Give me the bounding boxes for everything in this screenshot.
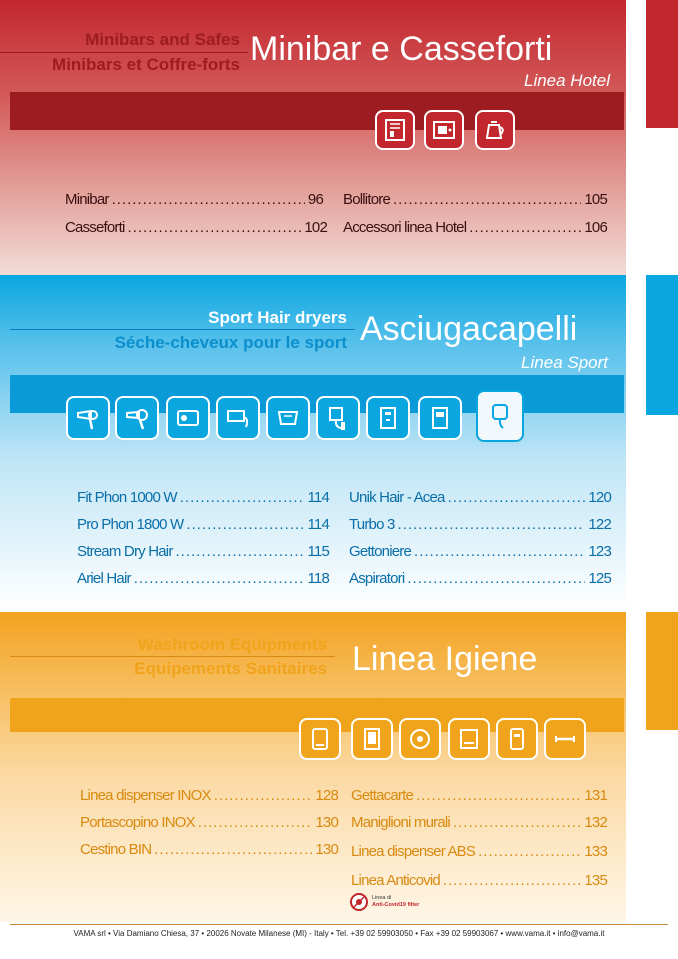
toc-leader (469, 219, 581, 236)
hygiene-title-it: Linea Igiene (352, 640, 538, 678)
hygiene-title-divider (10, 656, 335, 657)
toc-label: Linea dispenser ABS (351, 843, 476, 860)
toc-entry-casseforti[interactable] (65, 219, 327, 239)
toc-entry-ariel-hair[interactable] (77, 570, 329, 590)
toc-entry-aspiratori[interactable] (349, 570, 611, 590)
toc-leader (112, 191, 305, 208)
minibar-icon (375, 110, 415, 150)
hygiene-title-fr: Equipements Sanitaires (134, 659, 327, 678)
hairdryer-line-label: Linea Sport (521, 353, 608, 372)
toc-leader (186, 516, 304, 533)
wall-dryer-hose-icon (216, 396, 260, 440)
virus-icon (350, 893, 368, 911)
toc-label: Bollitore (343, 191, 390, 208)
toc-page: 130 (315, 814, 338, 831)
toc-entry-cestino[interactable] (80, 841, 338, 861)
toc-leader (407, 570, 585, 587)
hairdryer-side-strip (646, 275, 678, 415)
hand-dryer-icon (266, 396, 310, 440)
toc-page: 132 (584, 814, 607, 831)
toc-page: 114 (307, 489, 329, 506)
footer-contact: VAMA srl • Via Damiano Chiesa, 37 • 20026 Novate Milanese (MI) - Italy • Tel. +39 02 59903050 • Fax +39 02 59903067 • www.vama.it • info@vama.it (73, 929, 605, 938)
toc-leader (128, 219, 302, 236)
toc-label: Unik Hair - Acea (349, 489, 445, 506)
toc-label: Accessori linea Hotel (343, 219, 467, 236)
toc-label: Gettoniere (349, 543, 412, 560)
dispenser-abs-icon (496, 718, 538, 760)
toc-entry-minibar[interactable] (65, 191, 323, 211)
coin-box-icon (366, 396, 410, 440)
toc-label: Maniglioni murali (351, 814, 450, 831)
toc-leader (448, 489, 586, 506)
hairdryer-title-fr: Séche-cheveux pour le sport (114, 333, 347, 352)
minibar-title-en: Minibars and Safes (85, 30, 240, 49)
toc-label: Stream Dry Hair (77, 543, 173, 560)
toc-page: 96 (307, 191, 323, 208)
toc-page: 133 (584, 843, 607, 860)
hygiene-side-strip (646, 612, 678, 730)
safe-icon (424, 110, 464, 150)
toc-entry-maniglioni[interactable] (351, 814, 607, 834)
dispenser-icon (299, 718, 341, 760)
minibar-header-band (10, 92, 624, 130)
toc-leader (416, 787, 581, 804)
toc-entry-fit-phon[interactable] (77, 489, 329, 509)
toc-page: 118 (307, 570, 329, 587)
minibar-title-fr: Minibars et Coffre-forts (52, 55, 240, 74)
toc-label: Gettacarte (351, 787, 414, 804)
toc-entry-pro-phon[interactable] (77, 516, 329, 536)
toc-entry-portascopino[interactable] (80, 814, 338, 834)
minibar-side-strip (646, 0, 678, 128)
toc-leader (214, 787, 313, 804)
toc-page: 114 (307, 516, 329, 533)
toc-label: Turbo 3 (349, 516, 395, 533)
wall-dryer-icon (166, 396, 210, 440)
grab-bar-icon (544, 718, 586, 760)
toc-label: Cestino BIN (80, 841, 152, 858)
toc-leader (398, 516, 586, 533)
toc-entry-dispenser-abs[interactable] (351, 843, 607, 863)
toc-leader (180, 489, 305, 506)
toc-leader (134, 570, 305, 587)
toc-page: 135 (584, 872, 607, 889)
toc-page: 105 (584, 191, 607, 208)
toc-entry-bollitore[interactable] (343, 191, 607, 211)
hairdryer-title-en: Sport Hair dryers (208, 308, 347, 327)
minibar-line-label: Linea Hotel (523, 71, 610, 90)
hairdryer-title-divider (10, 329, 355, 330)
toc-label: Pro Phon 1800 W (77, 516, 184, 533)
toc-leader (198, 814, 313, 831)
badge-text (372, 895, 419, 909)
toc-label: Casseforti (65, 219, 125, 236)
toc-entry-accessori[interactable] (343, 219, 607, 239)
anticovid-badge (350, 893, 419, 911)
toc-leader (453, 814, 581, 831)
paper-dispenser-icon (448, 718, 490, 760)
toc-page: 130 (315, 841, 338, 858)
toilet-roll-icon (399, 718, 441, 760)
kettle-icon (475, 110, 515, 150)
toc-entry-anticovid[interactable] (351, 872, 607, 892)
toc-page: 125 (588, 570, 611, 587)
badge-line-2: Anti-Covid19 filter (372, 902, 420, 908)
toc-leader (154, 841, 312, 858)
toc-entry-dispenser-inox[interactable] (80, 787, 338, 807)
toc-page: 128 (315, 787, 338, 804)
toc-leader (393, 191, 581, 208)
toc-label: Minibar (65, 191, 109, 208)
toc-entry-unik-hair[interactable] (349, 489, 611, 509)
toc-page: 122 (588, 516, 611, 533)
toc-entry-gettoniere[interactable] (349, 543, 611, 563)
toc-label: Portascopino INOX (80, 814, 195, 831)
hygiene-title-en: Washroom Equipments (137, 635, 327, 654)
toc-leader (176, 543, 305, 560)
toc-page: 120 (588, 489, 611, 506)
hairdryer-title-it: Asciugacapelli (360, 310, 578, 348)
toc-label: Fit Phon 1000 W (77, 489, 177, 506)
toc-page: 115 (307, 543, 329, 560)
toc-entry-stream-dry[interactable] (77, 543, 329, 563)
holder-dryer-icon (316, 396, 360, 440)
hairdryer-icon (66, 396, 110, 440)
badge-line-1: Linea di (372, 895, 392, 901)
toc-leader (443, 872, 581, 889)
toc-page: 123 (588, 543, 611, 560)
toc-page: 102 (304, 219, 327, 236)
toc-leader (478, 843, 581, 860)
footer-divider (10, 924, 668, 925)
toc-page: 106 (584, 219, 607, 236)
toc-page: 131 (584, 787, 607, 804)
minibar-title-divider (0, 52, 248, 53)
minibar-title-it: Minibar e Casseforti (250, 30, 553, 68)
toc-label: Linea Anticovid (351, 872, 440, 889)
wall-unit-icon (418, 396, 462, 440)
toc-label: Linea dispenser INOX (80, 787, 211, 804)
toc-entry-turbo-3[interactable] (349, 516, 611, 536)
toc-label: Ariel Hair (77, 570, 131, 587)
toc-label: Aspiratori (349, 570, 405, 587)
toc-entry-gettacarte[interactable] (351, 787, 607, 807)
soap-dispenser-icon (351, 718, 393, 760)
hairdryer-pro-icon (115, 396, 159, 440)
toc-leader (414, 543, 585, 560)
wall-dryer-white-icon (476, 390, 524, 442)
